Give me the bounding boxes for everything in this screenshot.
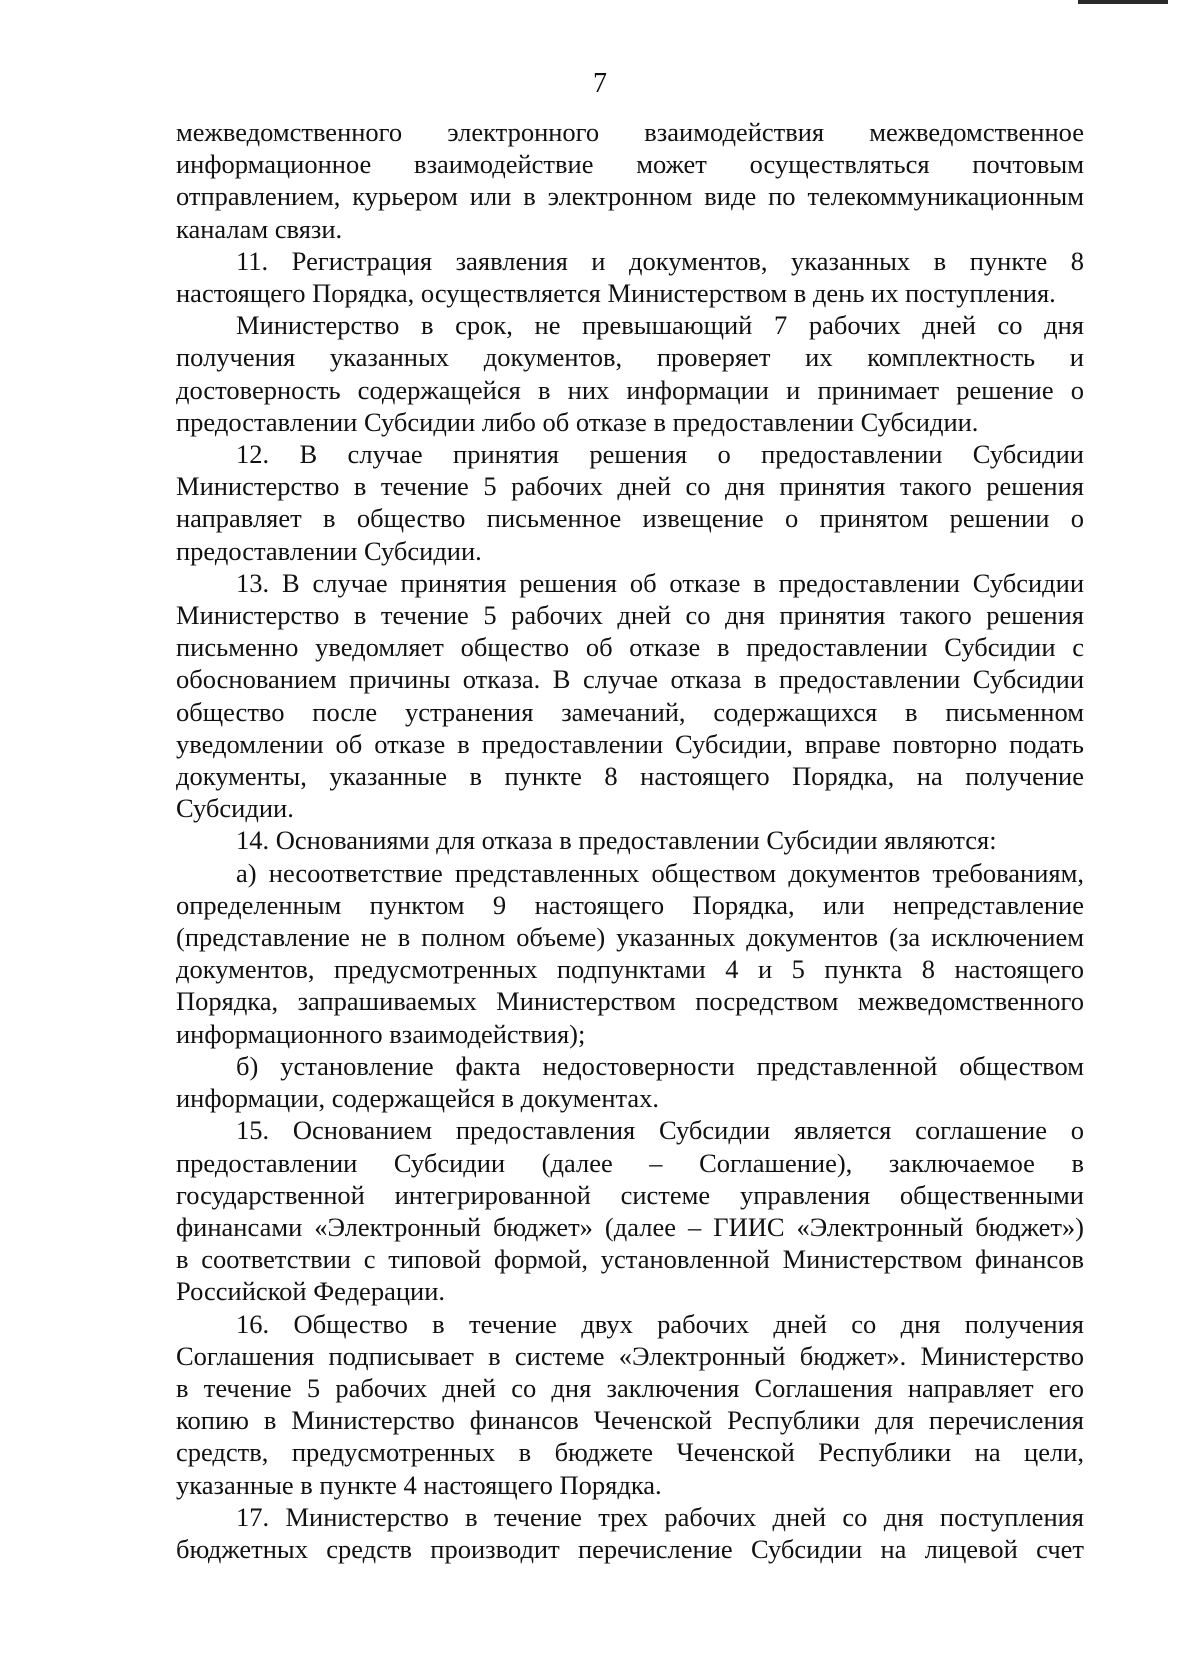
text-line: указанные в пункте 4 настоящего Порядка. xyxy=(176,1469,662,1500)
text-line: общество после устранения замечаний, содержащихся в письменном xyxy=(176,696,1084,727)
text-line: государственной интегрированной системе управления общественными xyxy=(176,1179,1084,1210)
text-line: Субсидии. xyxy=(176,793,294,824)
text-line: Министерство в течение 5 рабочих дней со дня принятия такого решения xyxy=(176,600,1084,631)
text-line: Порядка, запрашиваемых Министерством посредством межведомственного xyxy=(176,986,1084,1017)
text-line: информации, содержащейся в документах. xyxy=(176,1083,660,1114)
document-body xyxy=(176,116,1084,1565)
text-line: настоящего Порядка, осуществляется Министерством в день их поступления. xyxy=(176,278,1056,309)
text-line: информационное взаимодействие может осуществляться почтовым xyxy=(176,149,1084,180)
text-line: 14. Основаниями для отказа в предоставлении Субсидии являются: xyxy=(236,825,997,856)
text-line: Соглашения подписывает в системе «Электронный бюджет». Министерство xyxy=(176,1340,1084,1371)
text-line: в течение 5 рабочих дней со дня заключения Соглашения направляет его xyxy=(176,1372,1084,1403)
text-line: Министерство в срок, не превышающий 7 рабочих дней со дня xyxy=(236,310,1084,341)
text-line: письменно уведомляет общество об отказе в предоставлении Субсидии с xyxy=(176,632,1084,663)
text-line: 11. Регистрация заявления и документов, указанных в пункте 8 xyxy=(236,245,1084,276)
text-line: 16. Общество в течение двух рабочих дней со дня получения xyxy=(236,1308,1084,1339)
text-line: обоснованием причины отказа. В случае отказа в предоставлении Субсидии xyxy=(176,664,1084,695)
text-line: 13. В случае принятия решения об отказе в предоставлении Субсидии xyxy=(236,567,1084,598)
text-line: а) несоответствие представленных обществом документов требованиям, xyxy=(236,857,1084,888)
text-line: в соответствии с типовой формой, установленной Министерством финансов xyxy=(176,1244,1084,1275)
text-line: 15. Основанием предоставления Субсидии является соглашение о xyxy=(236,1115,1084,1146)
text-line: 17. Министерство в течение трех рабочих дней со дня поступления xyxy=(236,1501,1084,1532)
text-line: предоставлении Субсидии. xyxy=(176,535,482,566)
text-line: копию в Министерство финансов Чеченской Республики для перечисления xyxy=(176,1405,1084,1436)
text-line: Министерство в течение 5 рабочих дней со дня принятия такого решения xyxy=(176,471,1084,502)
text-line: межведомственного электронного взаимодействия межведомственное xyxy=(176,117,1084,147)
page-number: 7 xyxy=(593,68,607,99)
text-line: средств, предусмотренных в бюджете Чеченской Республики на цели, xyxy=(176,1437,1084,1468)
text-line: финансами «Электронный бюджет» (далее – ГИИС «Электронный бюджет») xyxy=(176,1211,1084,1242)
text-line: направляет в общество письменное извещение о принятом решении о xyxy=(176,503,1084,534)
text-line: определенным пунктом 9 настоящего Порядка, или непредставление xyxy=(176,889,1084,920)
text-line: информационного взаимодействия); xyxy=(176,1018,586,1049)
text-line: 12. В случае принятия решения о предоставлении Субсидии xyxy=(236,439,1084,470)
text-line: уведомлении об отказе в предоставлении Субсидии, вправе повторно подать xyxy=(176,728,1084,759)
text-line: документы, указанные в пункте 8 настоящего Порядка, на получение xyxy=(176,761,1084,792)
text-line: бюджетных средств производит перечисление Субсидии на лицевой счет xyxy=(176,1533,1084,1564)
text-line: (представление не в полном объеме) указанных документов (за исключением xyxy=(176,922,1084,953)
text-line: отправлением, курьером или в электронном виде по телекоммуникационным xyxy=(176,181,1084,212)
text-line: Российской Федерации. xyxy=(176,1276,445,1307)
text-line: каналам связи. xyxy=(176,213,343,244)
text-line: предоставлении Субсидии (далее – Соглашение), заключаемое в xyxy=(176,1147,1084,1178)
scan-corner-mark xyxy=(1078,0,1168,4)
text-line: б) установление факта недостоверности представленной обществом xyxy=(236,1050,1084,1081)
text-line: достоверность содержащейся в них информации и принимает решение о xyxy=(176,374,1084,405)
text-line: документов, предусмотренных подпунктами 4 и 5 пункта 8 настоящего xyxy=(176,954,1084,985)
text-line: предоставлении Субсидии либо об отказе в предоставлении Субсидии. xyxy=(176,406,979,437)
text-line: получения указанных документов, проверяет их комплектность и xyxy=(176,342,1084,373)
